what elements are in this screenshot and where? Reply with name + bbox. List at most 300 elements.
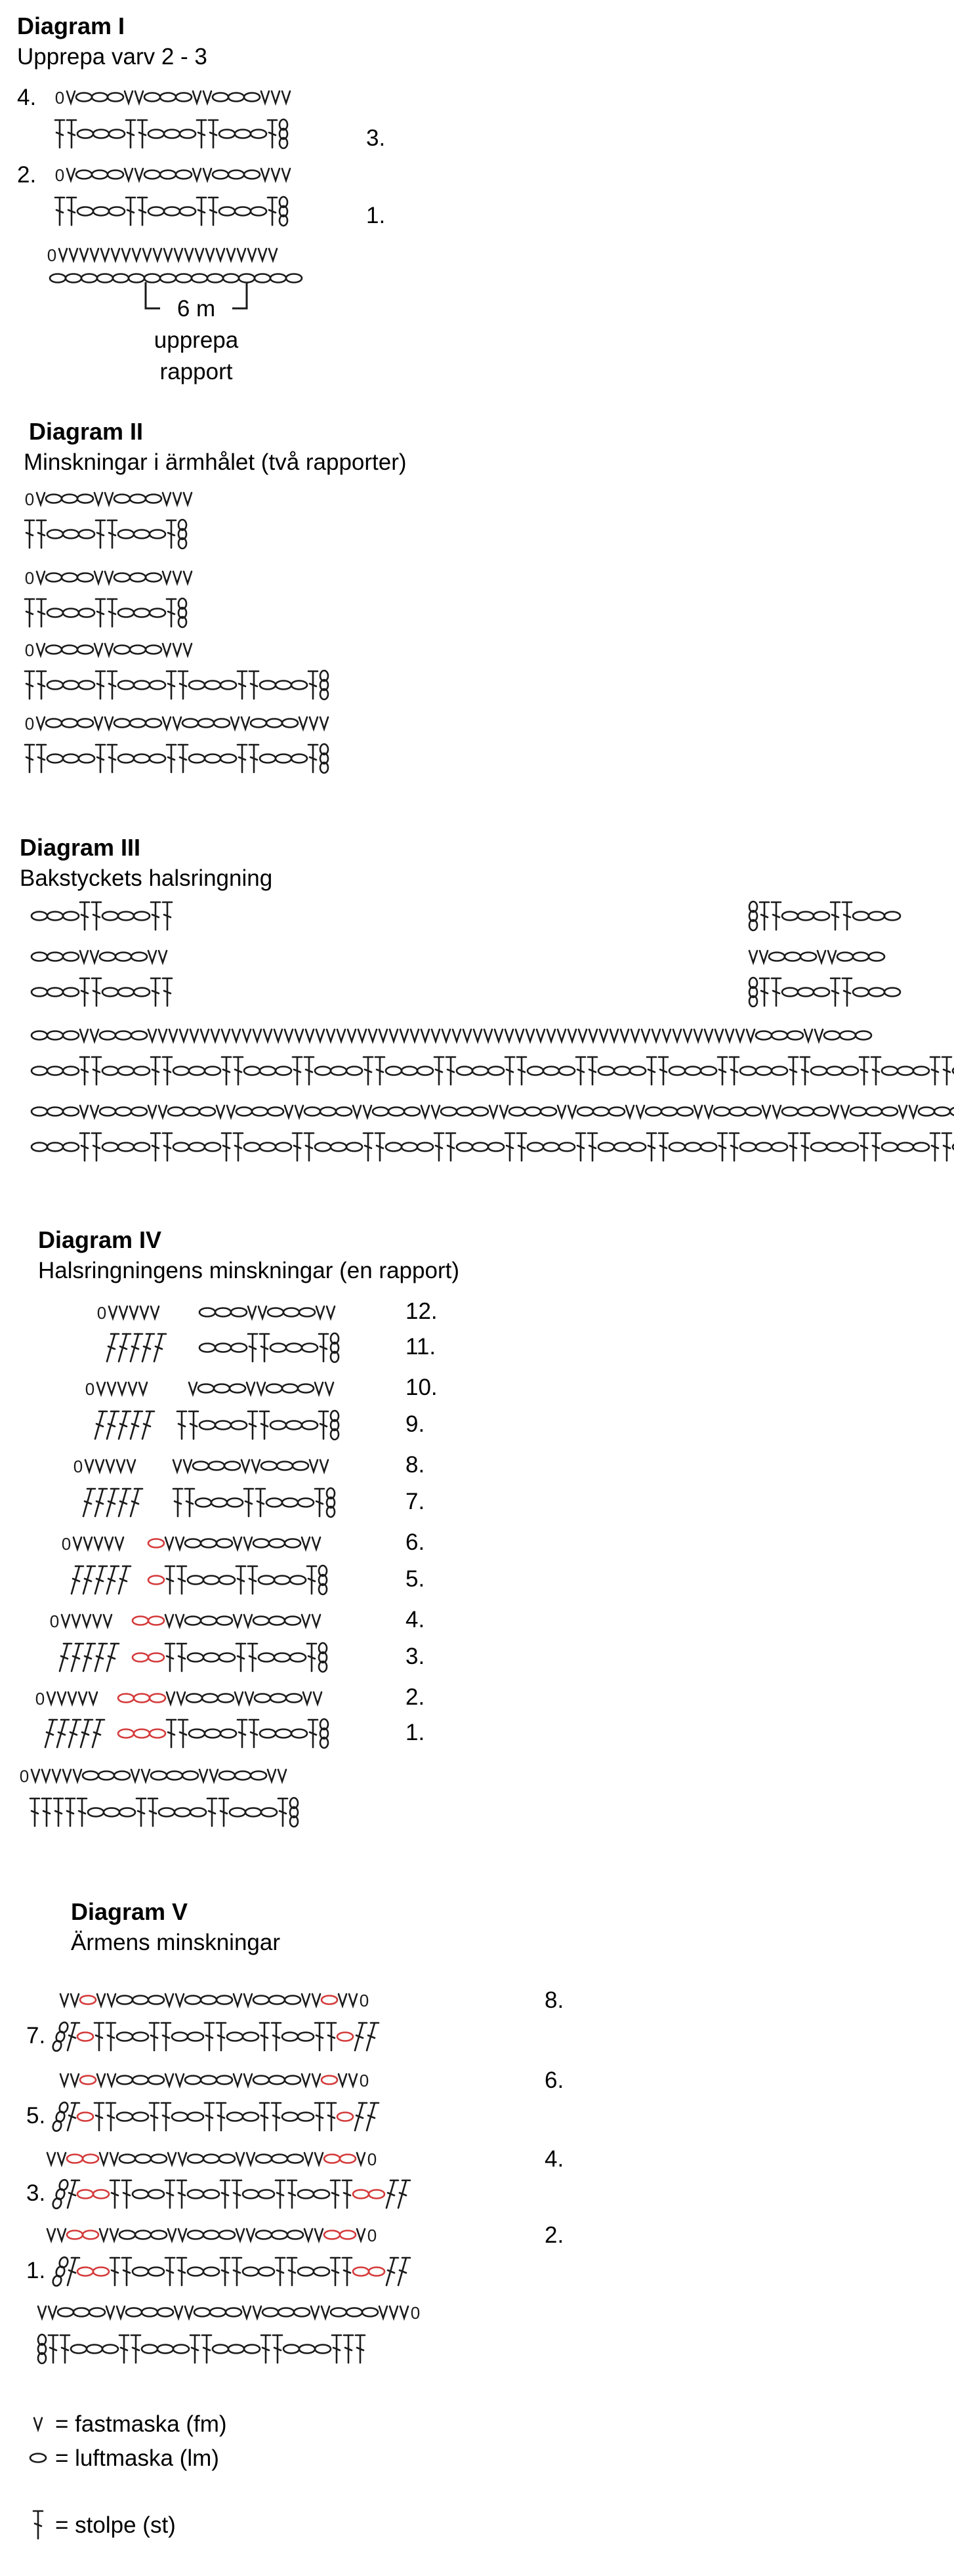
chain-stitch [31, 988, 47, 997]
double-crochet-stitch [315, 2103, 324, 2130]
single-crochet-stitch [243, 2306, 251, 2318]
chain-stitch [256, 2231, 272, 2239]
chain-stitch [259, 2268, 274, 2276]
chain-stitch [286, 1344, 302, 1352]
row-label: 7. [405, 1489, 425, 1514]
double-crochet-stitch [860, 1133, 869, 1161]
double-crochet-stitch [942, 1133, 951, 1161]
chain-stitch [83, 1772, 98, 1780]
chain-stitch [244, 1067, 260, 1075]
chain-stitch [118, 1143, 134, 1152]
single-crochet-stitch [73, 1537, 81, 1549]
chain-stitch [231, 1344, 247, 1352]
row-label: 8. [405, 1452, 425, 1478]
chain-stitch [276, 1067, 291, 1075]
double-crochet-stitch [772, 978, 781, 1006]
chain-stitch [593, 1108, 609, 1116]
chain-stitch [63, 912, 79, 921]
chain-stitch [270, 1421, 286, 1430]
chain-stitch [182, 719, 198, 728]
single-crochet-stitch [278, 1770, 286, 1781]
chain-stitch [315, 1067, 331, 1075]
start-mark: 0 [54, 165, 65, 185]
chain-stitch [215, 1344, 231, 1352]
single-crochet-stitch [164, 249, 172, 260]
chain-stitch [224, 1462, 240, 1470]
chain-stitch [882, 1108, 898, 1116]
double-crochet-stitch [386, 2258, 398, 2285]
chain-stitch [199, 1108, 215, 1116]
double-crochet-stitch [505, 1133, 514, 1161]
chain-stitch [219, 1576, 235, 1585]
chain-stitch [285, 1539, 301, 1548]
single-crochet-stitch [244, 1615, 252, 1627]
row-label: 8. [545, 1987, 564, 2013]
double-crochet-stitch [800, 1057, 810, 1085]
single-crochet-stitch [72, 1615, 80, 1627]
chain-stitch [133, 2190, 148, 2199]
decrease-chain-stitch [150, 1730, 165, 1738]
chain-stitch [148, 1996, 164, 2005]
row-label: 5. [26, 2103, 46, 2129]
single-crochet-stitch [304, 2153, 312, 2165]
diagram-3 [20, 834, 954, 1161]
single-crochet-stitch [96, 1460, 104, 1472]
single-crochet-stitch [167, 1692, 175, 1704]
chain-stitch [290, 1576, 306, 1585]
single-crochet-stitch [302, 1615, 310, 1627]
chain-stitch [294, 2308, 310, 2317]
double-crochet-stitch [131, 1334, 142, 1361]
single-crochet-stitch [339, 1994, 346, 2006]
single-crochet-stitch [320, 717, 328, 729]
chain-stitch [253, 1996, 269, 2005]
single-crochet-stitch [83, 1615, 91, 1627]
single-crochet-stitch [261, 91, 269, 103]
chain-stitch [782, 988, 798, 997]
chain-stitch [685, 1143, 701, 1152]
chain-stitch [185, 2076, 201, 2085]
double-crochet-stitch [108, 599, 117, 627]
single-crochet-stitch [909, 1106, 917, 1117]
chain-stitch [243, 2268, 259, 2276]
turning-chain [331, 1411, 339, 1440]
turning-chain [320, 744, 328, 773]
decrease-chain-stitch [353, 2190, 369, 2199]
chain-stitch [543, 1143, 559, 1152]
chain-stitch [79, 609, 94, 617]
single-crochet-stitch [203, 91, 211, 103]
decrease-chain-stitch [83, 2231, 98, 2239]
chain-stitch [255, 274, 270, 283]
chain-stitch [898, 1143, 913, 1152]
chain-stitch [114, 495, 130, 503]
single-crochet-stitch [80, 249, 88, 260]
single-crochet-stitch [252, 1460, 260, 1472]
turning-chain [327, 1488, 335, 1517]
row-label: 7. [26, 2023, 46, 2048]
chain-stitch [133, 2033, 148, 2041]
chain-stitch [282, 719, 298, 728]
chain-stitch [800, 953, 816, 961]
chain-stitch [217, 2076, 232, 2085]
chain-stitch [220, 681, 236, 690]
double-crochet-stitch [77, 1798, 87, 1826]
chain-stitch [302, 1344, 318, 1352]
chain-stitch [129, 274, 144, 283]
single-crochet-stitch [60, 2074, 68, 2086]
single-crochet-stitch [316, 1029, 324, 1041]
diagram-4-subtitle: Halsringningens minskningar (en rapport) [38, 1258, 459, 1283]
chain-stitch [176, 274, 192, 283]
chain-stitch [231, 1308, 247, 1317]
single-crochet-stitch [97, 2074, 105, 2086]
chain-stitch [130, 646, 146, 654]
single-crochet-stitch [122, 249, 130, 260]
chain-stitch [559, 1143, 575, 1152]
double-crochet-stitch [276, 2258, 285, 2285]
chain-stitch [811, 1143, 827, 1152]
chain-stitch [269, 1539, 285, 1548]
chain-stitch [203, 2268, 219, 2276]
single-crochet-stitch [97, 1994, 105, 2006]
double-crochet-stitch [148, 1798, 157, 1826]
chain-stitch [133, 2268, 148, 2276]
chain-stitch [199, 1344, 215, 1352]
chain-stitch [598, 1067, 614, 1075]
double-crochet-stitch [248, 1644, 257, 1671]
chain-stitch [772, 1031, 787, 1040]
chain-stitch [285, 1617, 301, 1625]
single-crochet-stitch [148, 951, 156, 963]
chain-stitch [302, 1421, 318, 1430]
double-crochet-stitch [319, 1411, 328, 1439]
single-crochet-stitch [804, 1029, 812, 1041]
single-crochet-stitch [63, 1770, 71, 1781]
chain-stitch [268, 1308, 283, 1317]
single-crochet-stitch [185, 249, 193, 260]
single-crochet-stitch [505, 1029, 513, 1041]
start-mark: 0 [73, 1457, 83, 1476]
double-crochet-stitch [92, 1057, 101, 1085]
single-crochet-stitch [112, 249, 119, 260]
chain-stitch [236, 1108, 252, 1116]
chain-stitch [31, 953, 47, 961]
chain-stitch [543, 1067, 559, 1075]
stitch-grid-2 [25, 489, 328, 773]
single-crochet-stitch [184, 493, 192, 505]
single-crochet-stitch [176, 2074, 184, 2086]
chain-stitch [814, 912, 829, 921]
chain-stitch [404, 1108, 420, 1116]
turning-chain [52, 2256, 70, 2287]
single-crochet-stitch [222, 1029, 230, 1041]
chain-stitch [119, 2231, 135, 2239]
chain-stitch [255, 1694, 270, 1703]
chain-stitch [134, 530, 150, 539]
chain-stitch [31, 1031, 47, 1040]
chain-stitch [402, 1067, 417, 1075]
single-crochet-stitch [310, 1460, 318, 1472]
single-crochet-stitch [168, 2153, 176, 2165]
chain-stitch [207, 274, 223, 283]
chain-stitch [188, 2190, 203, 2199]
chain-stitch [262, 2308, 278, 2317]
single-crochet-stitch [231, 717, 239, 729]
double-crochet-stitch [80, 1057, 89, 1085]
double-crochet-stitch [209, 120, 218, 148]
single-crochet-stitch [68, 1692, 76, 1704]
double-crochet-stitch [96, 745, 105, 772]
decrease-chain-stitch [148, 1653, 164, 1662]
single-crochet-stitch [626, 1106, 634, 1117]
single-crochet-stitch [589, 1029, 597, 1041]
chain-stitch [188, 2268, 203, 2276]
chain-stitch [740, 1067, 756, 1075]
double-crochet-stitch [177, 1411, 186, 1439]
double-crochet-stitch [319, 1334, 328, 1361]
chain-stitch [173, 1143, 189, 1152]
single-crochet-stitch [105, 571, 113, 583]
double-crochet-stitch [344, 2335, 353, 2363]
single-crochet-stitch [474, 1029, 482, 1041]
single-crochet-stitch [579, 1029, 587, 1041]
turning-chain [319, 1643, 327, 1672]
single-crochet-stitch [694, 1106, 702, 1117]
chain-stitch [168, 1108, 184, 1116]
chain-stitch [117, 2113, 133, 2121]
single-crochet-stitch [79, 1692, 87, 1704]
double-crochet-stitch [93, 1720, 104, 1747]
single-crochet-stitch [189, 1382, 197, 1394]
chain-stitch [472, 1143, 488, 1152]
row-label: 1. [405, 1720, 425, 1745]
double-crochet-stitch [108, 745, 117, 772]
single-crochet-stitch [311, 2306, 319, 2318]
chain-stitch [144, 93, 160, 102]
double-crochet-stitch [287, 2258, 297, 2285]
chain-stitch [63, 681, 79, 690]
chain-stitch [189, 1143, 205, 1152]
chain-stitch [114, 646, 130, 654]
single-crochet-stitch [315, 2229, 323, 2241]
single-crochet-stitch [165, 1994, 173, 2006]
decrease-chain-stitch [369, 2190, 384, 2199]
double-crochet-stitch [367, 2023, 379, 2050]
chain-stitch [118, 609, 134, 617]
single-crochet-stitch [238, 249, 245, 260]
chain-stitch [782, 912, 798, 921]
chain-stitch [118, 1067, 134, 1075]
double-crochet-stitch [219, 1798, 228, 1826]
double-crochet-stitch [107, 1489, 119, 1516]
chain-stitch [219, 2155, 235, 2163]
double-crochet-stitch [108, 671, 117, 699]
chain-stitch [102, 1143, 118, 1152]
diagram-2-subtitle: Minskningar i ärmhålet (två rapporter) [24, 449, 407, 475]
single-crochet-stitch [37, 644, 45, 655]
single-crochet-stitch [312, 2074, 320, 2086]
double-crochet-stitch [151, 902, 160, 930]
chain-stitch [176, 171, 192, 179]
single-crochet-stitch [203, 169, 211, 180]
chain-stitch [185, 1996, 201, 2005]
single-crochet-stitch [119, 1306, 127, 1318]
chain-stitch [203, 1576, 219, 1585]
single-crochet-stitch [295, 1029, 303, 1041]
double-crochet-stitch [119, 1566, 131, 1594]
single-crochet-stitch [154, 249, 161, 260]
single-crochet-stitch [184, 644, 192, 655]
single-crochet-stitch [165, 1537, 173, 1549]
double-crochet-stitch [142, 1334, 154, 1361]
double-crochet-stitch [126, 197, 135, 225]
chain-stitch [142, 2345, 157, 2354]
chain-stitch [798, 912, 814, 921]
decrease-chain-stitch [340, 2155, 356, 2163]
decrease-chain-stitch [77, 2033, 93, 2041]
double-crochet-stitch [355, 2023, 367, 2050]
single-crochet-stitch [193, 169, 201, 180]
chain-stitch [157, 2308, 173, 2317]
chain-stitch [151, 2155, 167, 2163]
chain-stitch [386, 1067, 402, 1075]
single-crochet-stitch [489, 1106, 497, 1117]
single-crochet-stitch [432, 1029, 440, 1041]
single-crochet-stitch [173, 1460, 181, 1472]
chain-stitch [93, 130, 109, 138]
decrease-chain-stitch [337, 2113, 353, 2121]
double-crochet-stitch [220, 2180, 230, 2208]
double-crochet-stitch [248, 1566, 257, 1594]
single-crochet-stitch [165, 1615, 173, 1627]
double-crochet-stitch [37, 745, 46, 772]
chain-stitch [151, 1772, 167, 1780]
single-crochet-stitch [312, 1615, 320, 1627]
chain-stitch [62, 573, 77, 582]
chain-stitch [276, 681, 291, 690]
chain-stitch [182, 1772, 198, 1780]
single-crochet-stitch [600, 1029, 608, 1041]
single-crochet-stitch [516, 1029, 524, 1041]
double-crochet-stitch [151, 1133, 160, 1161]
chain-stitch [293, 1462, 308, 1470]
chain-stitch [609, 1108, 625, 1116]
chain-stitch [134, 609, 150, 617]
single-crochet-stitch [736, 1029, 744, 1041]
chain-stitch [285, 2076, 301, 2085]
chain-stitch [346, 1143, 362, 1152]
chain-stitch [215, 1308, 231, 1317]
double-crochet-stitch [249, 671, 259, 699]
double-crochet-stitch [177, 2258, 186, 2285]
chain-stitch [701, 1067, 716, 1075]
single-crochet-stitch [142, 1770, 150, 1781]
single-crochet-stitch [749, 951, 757, 963]
chain-stitch [205, 1730, 220, 1738]
diagram-5-subtitle: Ärmens minskningar [71, 1930, 280, 1955]
decrease-chain-stitch [67, 2155, 83, 2163]
chain-stitch [772, 1067, 787, 1075]
chain-stitch [291, 755, 307, 763]
single-crochet-stitch [108, 2074, 115, 2086]
chain-stitch [146, 573, 161, 582]
double-crochet-stitch [248, 1411, 257, 1439]
chain-stitch [898, 1067, 913, 1075]
single-crochet-stitch [91, 249, 98, 260]
single-crochet-stitch [176, 1537, 184, 1549]
decrease-chain-stitch [148, 1539, 164, 1548]
double-crochet-stitch [72, 1566, 83, 1594]
chain-stitch [913, 1067, 929, 1075]
row-label: 1. [366, 203, 386, 228]
decrease-chain-stitch [324, 2231, 340, 2239]
decrease-chain-stitch [150, 1694, 165, 1703]
single-crochet-stitch [37, 571, 45, 583]
turning-chain [320, 671, 328, 699]
single-crochet-stitch [169, 1029, 177, 1041]
chain-stitch [882, 1143, 898, 1152]
chain-stitch [290, 1653, 306, 1662]
chain-stitch [205, 1067, 220, 1075]
double-crochet-stitch [260, 2103, 269, 2130]
double-crochet-stitch [178, 671, 188, 699]
chain-stitch [180, 207, 196, 216]
chain-stitch [259, 2190, 274, 2199]
start-mark: 0 [24, 714, 35, 734]
double-crochet-stitch [96, 599, 105, 627]
single-crochet-stitch [100, 2153, 108, 2165]
double-crochet-stitch [45, 1720, 57, 1747]
chain-stitch [842, 1067, 858, 1075]
single-crochet-stitch [58, 2229, 66, 2241]
double-crochet-stitch [95, 1644, 107, 1671]
double-crochet-icon [33, 2511, 43, 2539]
double-crochet-stitch [307, 1644, 316, 1671]
double-crochet-stitch [505, 1057, 514, 1085]
single-crochet-stitch [67, 169, 75, 180]
chain-stitch [853, 912, 869, 921]
chain-stitch [235, 130, 251, 138]
double-crochet-stitch [55, 120, 64, 148]
single-crochet-stitch [129, 1382, 136, 1394]
chain-stitch [109, 207, 125, 216]
single-crochet-stitch [327, 1306, 335, 1318]
single-crochet-stitch [642, 1029, 650, 1041]
single-crochet-stitch [125, 169, 133, 180]
single-crochet-stitch [337, 1029, 345, 1041]
double-crochet-stitch [332, 2335, 341, 2363]
turning-chain [178, 598, 186, 627]
single-crochet-stitch [282, 91, 290, 103]
single-crochet-stitch [302, 1994, 310, 2006]
chain-stitch [172, 2113, 188, 2121]
chain-stitch [866, 1108, 882, 1116]
chain-stitch [201, 1617, 217, 1625]
double-crochet-stitch [268, 197, 277, 225]
single-crochet-stitch [173, 717, 181, 729]
double-crochet-stitch [131, 2335, 140, 2363]
double-crochet-stitch [165, 2180, 175, 2208]
chain-stitch [92, 171, 108, 179]
single-crochet-stitch [272, 91, 280, 103]
chain-stitch [151, 2231, 167, 2239]
chain-stitch [173, 2345, 189, 2354]
chain-stitch [220, 1730, 236, 1738]
row-label: 4. [405, 1607, 425, 1632]
chain-stitch [315, 1143, 331, 1152]
chain-stitch [76, 93, 92, 102]
